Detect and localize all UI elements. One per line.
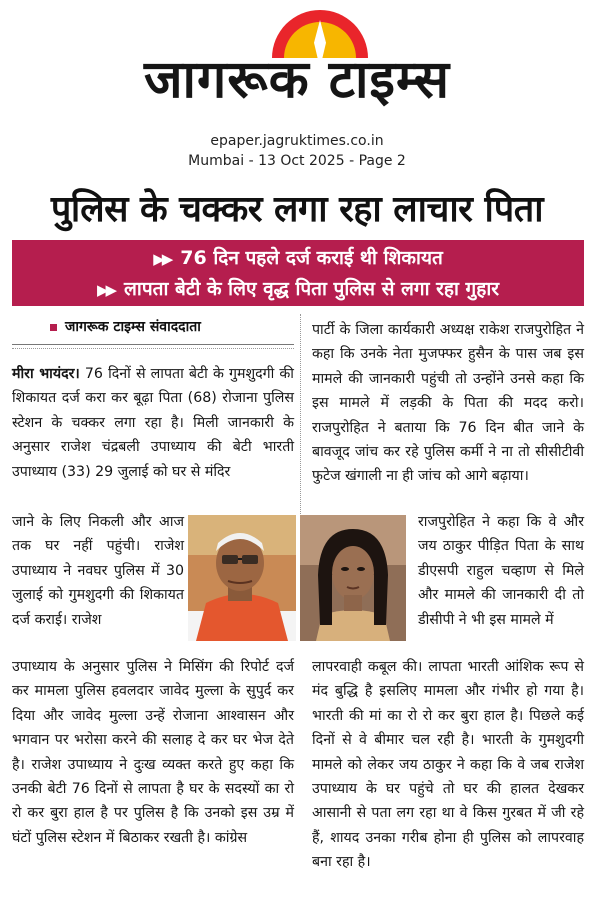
right-top-text: पार्टी के जिला कार्यकारी अध्यक्ष राकेश राजपुरोहित ने कहा कि उनके नेता मुजफ्फर हुसैन के पास जब इस मामले की जानकारी पहुंची तो उन्होंने उनसे कहा कि इस मामले में लड़की के पिता की मदद करो। राजपुरोहित ने बताया कि 76 दिन बीत जाने के बावजूद जांच कर रहे पुलिस कर्मी ने ना तो सीसीटीवी फुटेज खंगाली ना ही जांच को आगे बढ़ाया। [312,322,584,485]
right-narrow-text: राजपुरोहित ने कहा कि वे और जय ठाकुर पीड़ित पिता के साथ डीएसपी राहुल चव्हाण से मिले और मामले की जानकारी दी तो डीसीपी ने भी इस मामले में [418,514,584,628]
intro-text: 76 दिनों से लापता बेटी के गुमशुदगी की शिकायत दर्ज करा कर बूढ़ा पिता (68) रोजाना पुलिस स्टेशन के चक्कर लगा रहा है। मिली जानकारी के अनुसार राजेश चंद्रबली उपाध्याय की बेटी भारती उपाध्याय (33) 29 जुलाई को घर से मंदिर [12,366,294,480]
daughter-photo [300,515,406,641]
article-intro [12,362,294,484]
double-arrow-icon: ▶▶ [96,281,115,299]
byline-text: जागरूक टाइम्स संवाददाता [65,319,201,335]
article-headline: पुलिस के चक्कर लगा रहा लाचार पिता [50,189,544,230]
byline-divider [12,344,294,345]
byline-divider-dotted [12,348,294,349]
place-dateline: मीरा भायंदर। [12,366,80,382]
right-bottom-text: लापरवाही कबूल की। लापता भारती आंशिक रूप से मंद बुद्धि है इसलिए मामला और गंभीर हो गया है। भारती की मां का रो रो कर बुरा हाल है। पिछले कई दिनों से वे बीमार चल रही है। भारती के गुमशुदगी मामले को लेकर जय ठाकुर ने कहा कि वे जब राजेश उपाध्याय के घर पहुंचे तो घर की हालत देखकर आसानी से पता लग रहा था वे किस गुरबत में जी रहे हैं, शायद उनका गरीब होना ही पुलिस को लापरवाह बना रहा है। [312,659,584,871]
highlight-line-2 [12,274,584,305]
epaper-url[interactable]: epaper.jagruktimes.co.in [210,133,384,149]
highlight-banner [12,240,584,306]
father-photo [188,515,296,641]
double-arrow-icon: ▶▶ [153,250,171,268]
column-gutter [300,314,302,520]
left-bottom-text: उपाध्याय के अनुसार पुलिस ने मिसिंग की रिपोर्ट दर्ज कर मामला पुलिस हवलदार जावेद मुल्ला के सुपुर्द कर दिया और जावेद मुल्ला उन्हें रोजाना आश्वासन और भगवान पर भरोसा करने की सलाह दे कर घर भेज देते है। राजेश उपाध्याय ने दुःख व्यक्त करते हुए कहा कि उनकी बेटी 76 दिनों से लापता है घर के सदस्यों का रो रो कर बुरा हाल है पर पुलिस है कि उनको इस उम्र में घंटों पुलिस स्टेशन में बिठाकर रखती है। कांग्रेस [12,659,294,846]
highlight-line-1 [12,243,584,274]
byline [12,316,294,338]
highlight-text-1: 76 दिन पहले दर्ज कराई थी शिकायत [180,247,443,269]
newspaper-brand-name[interactable]: जागरूक टाइम्स [143,50,451,110]
square-bullet-icon [50,324,57,331]
highlight-text-2: लापता बेटी के लिए वृद्ध पिता पुलिस से लगा रहा गुहार [124,278,500,300]
edition-dateline: Mumbai - 13 Oct 2025 - Page 2 [188,153,406,169]
left-narrow-text: जाने के लिए निकली और आज तक घर नहीं पहुंची। राजेश उपाध्याय ने नवघर पुलिस में 30 जुलाई को गुमशुदगी की शिकायत दर्ज कराई। राजेश [12,514,184,628]
masthead [0,0,594,125]
